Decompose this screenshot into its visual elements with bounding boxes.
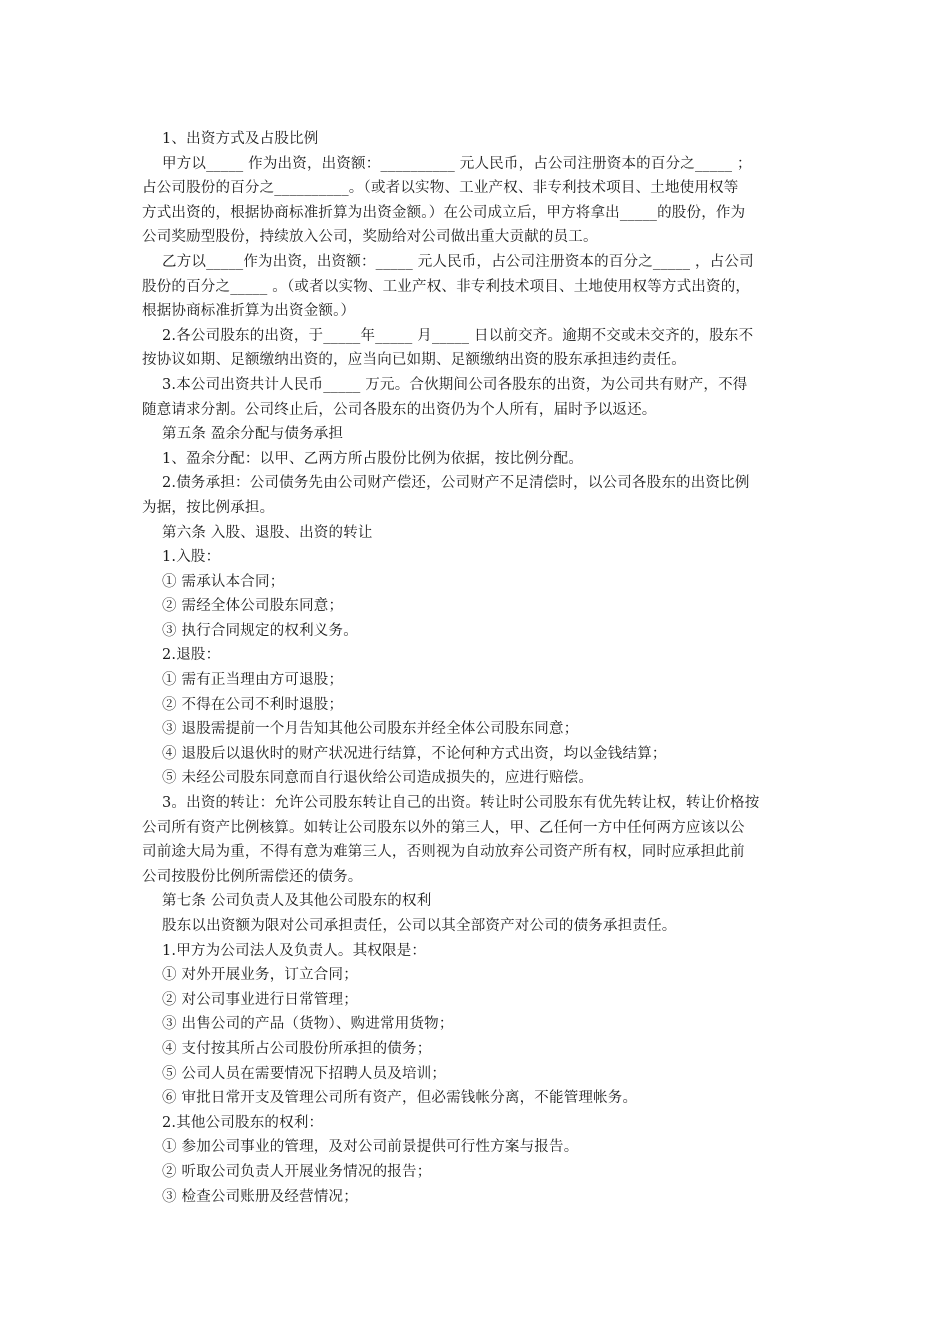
- document-line: 3。出资的转让：允许公司股东转让自己的出资。转让时公司股东有优先转让权，转让价格按: [162, 795, 760, 812]
- document-line: 1、出资方式及占股比例: [162, 131, 319, 147]
- document-line: 乙方以_____作为出资，出资额：_____ 元人民币，占公司注册资本的百分之_____ ，占公司: [162, 253, 754, 270]
- document-line: 公司所有资产比例核算。如转让公司股东以外的第三人，甲、乙任何一方中任何两方应该以公: [142, 819, 745, 836]
- document-line: 1、盈余分配：以甲、乙两方所占股份比例为依据，按比例分配。: [162, 450, 584, 467]
- document-line: 占公司股份的百分之__________。（或者以实物、工业产权、非专利技术项目、土地使用权等: [142, 180, 739, 197]
- document-line: 根据协商标准折算为出资金额。）: [142, 303, 356, 320]
- document-line: ③ 出售公司的产品（货物）、购进常用货物；: [162, 1016, 454, 1033]
- document-line: 为据，按比例承担。: [142, 499, 275, 516]
- document-line: 2.债务承担：公司债务先由公司财产偿还，公司财产不足清偿时，以公司各股东的出资比例: [162, 475, 750, 492]
- document-line: 甲方以_____ 作为出资，出资额：__________ 元人民币，占公司注册资本的百分之_____ ；: [162, 155, 752, 172]
- document-line: 2.退股：: [162, 647, 221, 664]
- document-line: ④ 支付按其所占公司股份所承担的债务；: [162, 1040, 432, 1057]
- document-line: 第七条 公司负责人及其他公司股东的权利: [162, 893, 432, 910]
- document-line: ① 对外开展业务，订立合同；: [162, 967, 358, 984]
- document-line: 1.入股：: [162, 549, 221, 566]
- document-line: 2.其他公司股东的权利：: [162, 1114, 324, 1131]
- document-line: ② 需经全体公司股东同意；: [162, 598, 344, 615]
- document-line: ④ 退股后以退伙时的财产状况进行结算，不论何种方式出资，均以金钱结算；: [162, 745, 667, 762]
- document-line: ② 对公司事业进行日常管理；: [162, 991, 358, 1008]
- document-line: 股份的百分之_____ 。（或者以实物、工业产权、非专利技术项目、土地使用权等方式出资的，: [142, 278, 751, 295]
- document-line: ⑤ 未经公司股东同意而自行退伙给公司造成损失的，应进行赔偿。: [162, 770, 594, 787]
- document-body: [142, 127, 814, 1209]
- document-line: 司前途大局为重，不得有意为难第三人，否则视为自动放弃公司资产所有权，同时应承担此前: [142, 844, 745, 861]
- document-line: 按协议如期、足额缴纳出资的，应当向已如期、足额缴纳出资的股东承担违约责任。: [142, 352, 686, 369]
- document-line: 方式出资的，根据协商标准折算为出资金额。）在公司成立后，甲方将拿出_____的股份，作为: [142, 204, 746, 221]
- document-line: 公司按股份比例所需偿还的债务。: [142, 868, 363, 885]
- document-line: 2.各公司股东的出资，于_____年_____ 月_____ 日以前交齐。逾期不交或未交齐的，股东不: [162, 327, 754, 344]
- document-line: 股东以出资额为限对公司承担责任，公司以其全部资产对公司的债务承担责任。: [162, 918, 677, 934]
- document-line: ⑥ 审批日常开支及管理公司所有资产，但必需钱帐分离，不能管理帐务。: [162, 1090, 638, 1107]
- document-line: 3.本公司出资共计人民币_____ 万元。合伙期间公司各股东的出资，为公司共有财产，不得: [162, 376, 748, 393]
- document-line: ① 参加公司事业的管理，及对公司前景提供可行性方案与报告。: [162, 1139, 579, 1156]
- document-line: 第五条 盈余分配与债务承担: [162, 426, 344, 443]
- document-line: ⑤ 公司人员在需要情况下招聘人员及培训；: [162, 1065, 447, 1082]
- document-line: ② 听取公司负责人开展业务情况的报告；: [162, 1163, 432, 1180]
- document-line: ② 不得在公司不利时退股；: [162, 696, 344, 713]
- document-line: ③ 退股需提前一个月告知其他公司股东并经全体公司股东同意；: [162, 721, 579, 738]
- document-line: 公司奖励型股份，持续放入公司，奖励给对公司做出重大贡献的员工。: [142, 229, 598, 246]
- document-line: 第六条 入股、退股、出资的转让: [162, 524, 373, 541]
- document-line: ① 需有正当理由方可退股；: [162, 672, 344, 689]
- document-line: ③ 执行合同规定的权利义务。: [162, 622, 358, 639]
- document-line: 1.甲方为公司法人及负责人。其权限是：: [162, 942, 427, 959]
- document-line: ③ 检查公司账册及经营情况；: [162, 1188, 358, 1205]
- document-line: ① 需承认本合同；: [162, 573, 285, 590]
- document-line: 随意请求分割。公司终止后，公司各股东的出资仍为个人所有，届时予以返还。: [142, 401, 657, 418]
